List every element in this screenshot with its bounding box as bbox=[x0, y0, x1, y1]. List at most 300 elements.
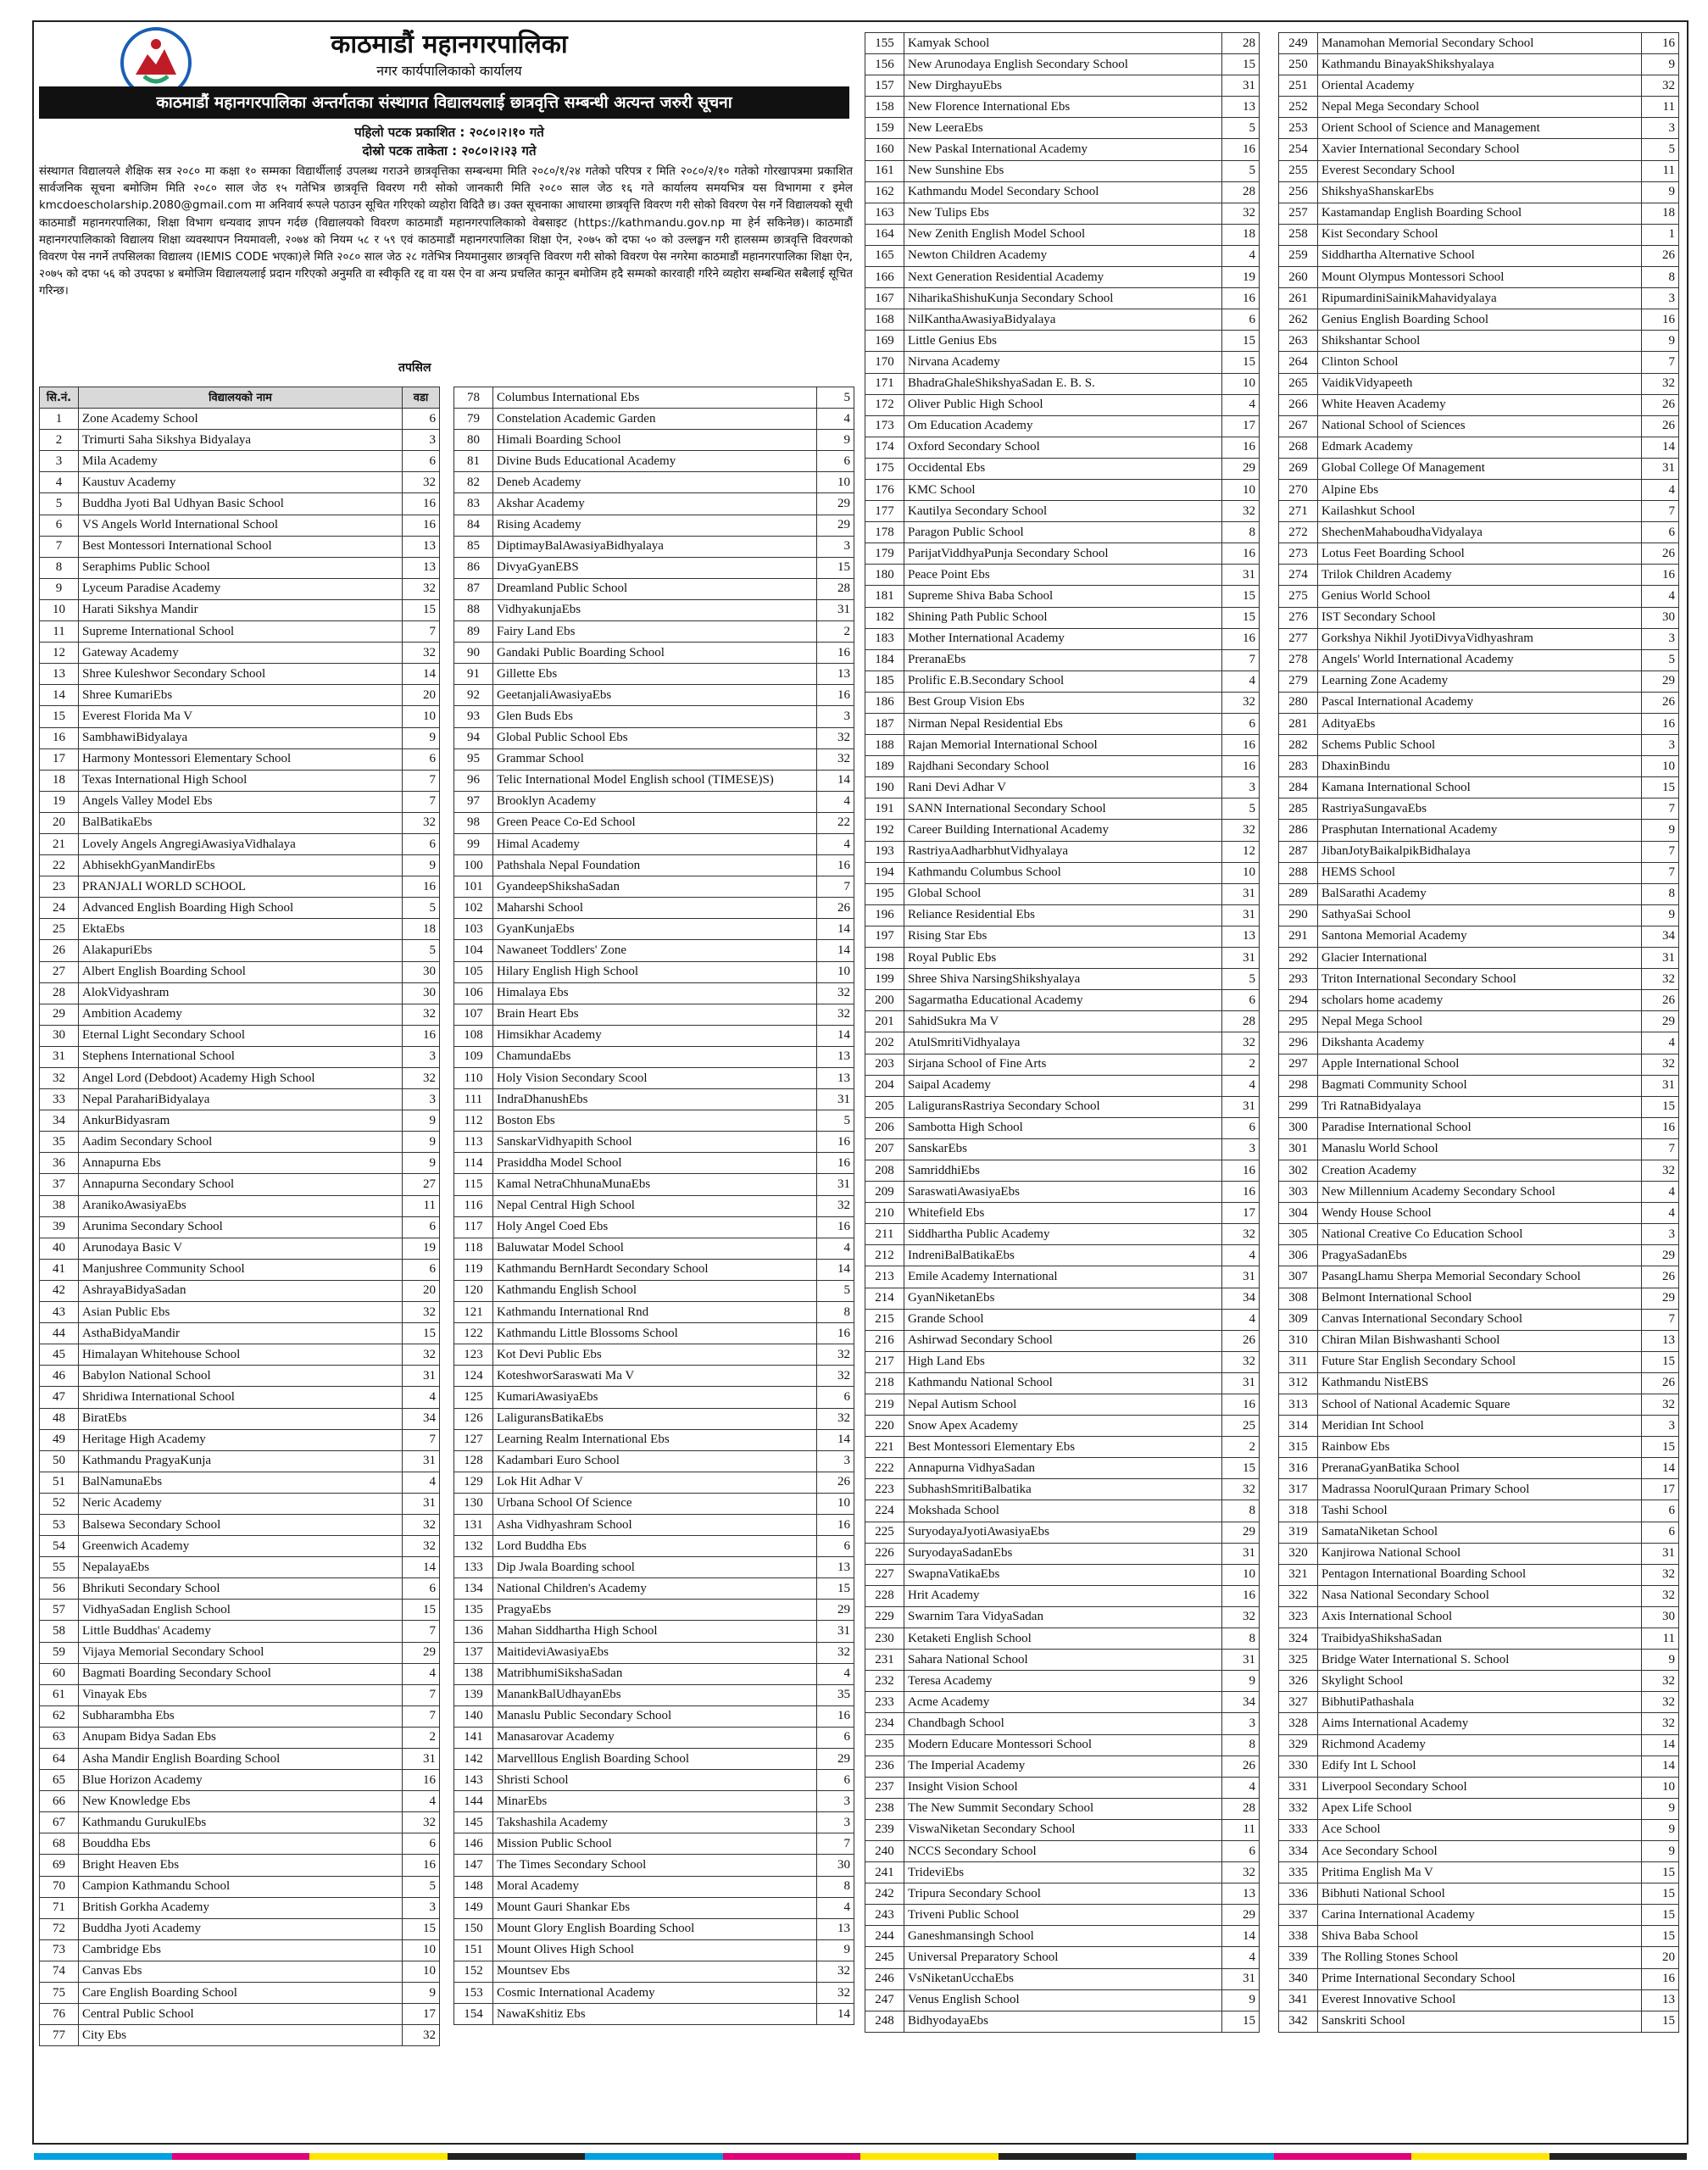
row-sn: 226 bbox=[865, 1543, 904, 1564]
row-ward: 3 bbox=[1222, 777, 1260, 798]
row-ward: 31 bbox=[403, 1366, 440, 1387]
row-school-name: SanskarEbs bbox=[904, 1138, 1222, 1160]
row-ward: 2 bbox=[1222, 1437, 1260, 1458]
row-school-name: Vijaya Memorial Secondary School bbox=[79, 1642, 403, 1663]
row-school-name: AsthaBidyaMandir bbox=[79, 1323, 403, 1344]
row-ward: 10 bbox=[403, 1939, 440, 1961]
row-ward: 4 bbox=[817, 833, 854, 854]
table-row bbox=[454, 1387, 854, 1408]
row-sn: 127 bbox=[454, 1429, 493, 1450]
row-sn: 293 bbox=[1279, 969, 1318, 990]
row-school-name: Grammar School bbox=[493, 748, 817, 770]
row-sn: 41 bbox=[40, 1259, 79, 1280]
row-sn: 288 bbox=[1279, 862, 1318, 883]
row-school-name: AtulSmritiVidhyalaya bbox=[904, 1032, 1222, 1054]
row-school-name: MatribhumiSikshaSadan bbox=[493, 1663, 817, 1684]
row-school-name: Asian Public Ebs bbox=[79, 1302, 403, 1323]
row-ward: 29 bbox=[817, 1749, 854, 1770]
row-ward: 28 bbox=[817, 578, 854, 599]
row-sn: 156 bbox=[865, 54, 904, 75]
row-ward: 13 bbox=[1222, 926, 1260, 947]
row-school-name: Grande School bbox=[904, 1309, 1222, 1330]
table-row bbox=[1279, 458, 1679, 479]
table-row bbox=[40, 1897, 440, 1918]
table-row bbox=[40, 1833, 440, 1855]
row-ward: 26 bbox=[1642, 543, 1679, 565]
row-ward: 8 bbox=[1642, 883, 1679, 904]
table-row bbox=[454, 557, 854, 578]
row-school-name: Deneb Academy bbox=[493, 472, 817, 493]
row-ward: 16 bbox=[1642, 714, 1679, 735]
row-school-name: NilKanthaAwasiyaBidyalaya bbox=[904, 309, 1222, 331]
table-row bbox=[1279, 415, 1679, 437]
row-sn: 283 bbox=[1279, 756, 1318, 777]
row-school-name: Cosmic International Academy bbox=[493, 1983, 817, 2004]
row-sn: 315 bbox=[1279, 1437, 1318, 1458]
table-row bbox=[454, 1195, 854, 1216]
row-sn: 324 bbox=[1279, 1628, 1318, 1650]
table-row bbox=[1279, 479, 1679, 500]
row-school-name: BibhutiPathashala bbox=[1318, 1692, 1642, 1713]
row-ward: 28 bbox=[1222, 181, 1260, 203]
row-sn: 174 bbox=[865, 437, 904, 458]
row-school-name: Next Generation Residential Academy bbox=[904, 267, 1222, 288]
row-sn: 310 bbox=[1279, 1330, 1318, 1351]
row-school-name: ParijatViddhyaPunja Secondary School bbox=[904, 543, 1222, 565]
table-row bbox=[40, 1366, 440, 1387]
row-school-name: Universal Preparatory School bbox=[904, 1947, 1222, 1968]
table-row bbox=[1279, 862, 1679, 883]
row-ward: 8 bbox=[1222, 1734, 1260, 1755]
row-school-name: PRANJALI WORLD SCHOOL bbox=[79, 876, 403, 898]
row-sn: 39 bbox=[40, 1216, 79, 1238]
table-row bbox=[40, 685, 440, 706]
table-row bbox=[454, 493, 854, 515]
row-school-name: National School of Sciences bbox=[1318, 415, 1642, 437]
row-sn: 322 bbox=[1279, 1585, 1318, 1606]
row-school-name: SathyaSai School bbox=[1318, 904, 1642, 926]
row-sn: 225 bbox=[865, 1522, 904, 1543]
row-sn: 139 bbox=[454, 1684, 493, 1705]
table-row bbox=[454, 1004, 854, 1025]
row-sn: 286 bbox=[1279, 820, 1318, 841]
row-school-name: Kathmandu English School bbox=[493, 1280, 817, 1301]
table-row bbox=[454, 1280, 854, 1301]
table-row bbox=[1279, 565, 1679, 586]
row-school-name: NiharikaShishuKunja Secondary School bbox=[904, 288, 1222, 309]
row-school-name: Angels Valley Model Ebs bbox=[79, 791, 403, 812]
table-row bbox=[865, 1840, 1260, 1861]
row-sn: 309 bbox=[1279, 1309, 1318, 1330]
table-row bbox=[1279, 1182, 1679, 1203]
row-school-name: Sanskriti School bbox=[1318, 2011, 1642, 2032]
row-sn: 340 bbox=[1279, 1968, 1318, 1989]
row-sn: 258 bbox=[1279, 224, 1318, 245]
row-school-name: City Ebs bbox=[79, 2025, 403, 2046]
table-row bbox=[865, 1692, 1260, 1713]
row-ward: 4 bbox=[1222, 1075, 1260, 1096]
row-ward: 8 bbox=[1222, 522, 1260, 543]
table-row bbox=[40, 1812, 440, 1833]
row-ward: 4 bbox=[1222, 1309, 1260, 1330]
row-school-name: Best Group Vision Ebs bbox=[904, 692, 1222, 713]
row-school-name: Care English Boarding School bbox=[79, 1983, 403, 2004]
row-ward: 16 bbox=[1222, 1160, 1260, 1181]
row-sn: 334 bbox=[1279, 1840, 1318, 1861]
row-sn: 16 bbox=[40, 727, 79, 748]
row-school-name: Lok Hit Adhar V bbox=[493, 1472, 817, 1493]
row-ward: 9 bbox=[1642, 1798, 1679, 1819]
table-row bbox=[865, 904, 1260, 926]
table-row bbox=[865, 1606, 1260, 1628]
row-sn: 313 bbox=[1279, 1394, 1318, 1416]
office-name: नगर कार्यपालिकाको कार्यालय bbox=[376, 63, 522, 79]
row-sn: 107 bbox=[454, 1004, 493, 1025]
row-ward: 15 bbox=[1642, 1883, 1679, 1905]
row-ward: 9 bbox=[1642, 1840, 1679, 1861]
row-school-name: BiratEbs bbox=[79, 1408, 403, 1429]
row-sn: 204 bbox=[865, 1075, 904, 1096]
row-sn: 278 bbox=[1279, 649, 1318, 670]
table-row bbox=[1279, 1372, 1679, 1394]
row-sn: 236 bbox=[865, 1755, 904, 1777]
row-ward: 6 bbox=[403, 1578, 440, 1600]
row-sn: 113 bbox=[454, 1132, 493, 1153]
table-row bbox=[865, 1798, 1260, 1819]
table-row bbox=[40, 1705, 440, 1727]
row-sn: 21 bbox=[40, 833, 79, 854]
row-sn: 266 bbox=[1279, 394, 1318, 415]
row-ward: 35 bbox=[817, 1684, 854, 1705]
row-ward: 4 bbox=[1222, 394, 1260, 415]
table-row bbox=[1279, 1351, 1679, 1372]
row-sn: 163 bbox=[865, 203, 904, 224]
row-sn: 336 bbox=[1279, 1883, 1318, 1905]
row-ward: 16 bbox=[1642, 1968, 1679, 1989]
row-school-name: SubhashSmritiBalbatika bbox=[904, 1479, 1222, 1500]
table-row bbox=[454, 1472, 854, 1493]
row-sn: 169 bbox=[865, 331, 904, 352]
row-ward: 12 bbox=[1222, 841, 1260, 862]
table-row bbox=[865, 1777, 1260, 1798]
table-row bbox=[865, 883, 1260, 904]
table-row bbox=[1279, 1394, 1679, 1416]
row-sn: 23 bbox=[40, 876, 79, 898]
row-sn: 130 bbox=[454, 1493, 493, 1514]
row-sn: 330 bbox=[1279, 1755, 1318, 1777]
table-row bbox=[454, 1536, 854, 1557]
row-sn: 117 bbox=[454, 1216, 493, 1238]
row-sn: 243 bbox=[865, 1905, 904, 1926]
row-ward: 16 bbox=[403, 1770, 440, 1791]
row-school-name: Xavier International Secondary School bbox=[1318, 139, 1642, 160]
row-sn: 131 bbox=[454, 1514, 493, 1535]
row-ward: 9 bbox=[403, 1153, 440, 1174]
row-ward: 13 bbox=[817, 1068, 854, 1089]
table-row bbox=[865, 1096, 1260, 1117]
row-ward: 32 bbox=[403, 1514, 440, 1535]
row-ward: 32 bbox=[817, 748, 854, 770]
table-row bbox=[40, 2025, 440, 2046]
row-sn: 140 bbox=[454, 1705, 493, 1727]
row-ward: 26 bbox=[1642, 245, 1679, 266]
row-school-name: Kaustuv Academy bbox=[79, 472, 403, 493]
row-ward: 32 bbox=[817, 1195, 854, 1216]
row-school-name: Urbana School Of Science bbox=[493, 1493, 817, 1514]
row-sn: 111 bbox=[454, 1089, 493, 1110]
row-ward: 30 bbox=[1642, 607, 1679, 628]
row-sn: 192 bbox=[865, 820, 904, 841]
row-school-name: The Imperial Academy bbox=[904, 1755, 1222, 1777]
table-row bbox=[40, 1642, 440, 1663]
table-row bbox=[454, 599, 854, 620]
row-school-name: Shree Kuleshwor Secondary School bbox=[79, 664, 403, 685]
row-school-name: Belmont International School bbox=[1318, 1288, 1642, 1309]
row-school-name: Glacier International bbox=[1318, 948, 1642, 969]
row-ward: 5 bbox=[817, 1110, 854, 1132]
table-row bbox=[1279, 735, 1679, 756]
row-sn: 40 bbox=[40, 1238, 79, 1259]
row-school-name: Triveni Public School bbox=[904, 1905, 1222, 1926]
table-row bbox=[454, 451, 854, 472]
row-sn: 142 bbox=[454, 1749, 493, 1770]
table-row bbox=[865, 1755, 1260, 1777]
table-row bbox=[1279, 1437, 1679, 1458]
table-row bbox=[454, 1557, 854, 1578]
row-school-name: New DirghayuEbs bbox=[904, 75, 1222, 97]
table-row bbox=[865, 756, 1260, 777]
row-sn: 152 bbox=[454, 1961, 493, 1982]
row-ward: 15 bbox=[1642, 1926, 1679, 1947]
row-ward: 4 bbox=[403, 1791, 440, 1812]
row-sn: 69 bbox=[40, 1855, 79, 1876]
table-row bbox=[454, 1238, 854, 1259]
row-school-name: Peace Point Ebs bbox=[904, 565, 1222, 586]
table-row bbox=[865, 1054, 1260, 1075]
row-school-name: Alpine Ebs bbox=[1318, 479, 1642, 500]
row-ward: 16 bbox=[1222, 628, 1260, 649]
table-row bbox=[865, 777, 1260, 798]
row-ward: 6 bbox=[403, 1833, 440, 1855]
row-sn: 331 bbox=[1279, 1777, 1318, 1798]
row-sn: 257 bbox=[1279, 203, 1318, 224]
row-ward: 32 bbox=[1642, 1160, 1679, 1181]
row-ward: 9 bbox=[403, 1110, 440, 1132]
row-ward: 9 bbox=[817, 1939, 854, 1961]
table-row bbox=[40, 451, 440, 472]
row-sn: 32 bbox=[40, 1068, 79, 1089]
row-ward: 31 bbox=[1642, 458, 1679, 479]
table-row bbox=[865, 1734, 1260, 1755]
row-school-name: Nirvana Academy bbox=[904, 352, 1222, 373]
row-school-name: Nirman Nepal Residential Ebs bbox=[904, 714, 1222, 735]
row-sn: 185 bbox=[865, 670, 904, 692]
table-header-row bbox=[40, 387, 440, 409]
row-ward: 10 bbox=[1642, 756, 1679, 777]
row-ward: 15 bbox=[1642, 1351, 1679, 1372]
table-row bbox=[40, 1025, 440, 1046]
row-ward: 5 bbox=[1642, 649, 1679, 670]
row-school-name: Bhrikuti Secondary School bbox=[79, 1578, 403, 1600]
table-row bbox=[1279, 373, 1679, 394]
row-ward: 4 bbox=[1222, 670, 1260, 692]
row-school-name: Trimurti Saha Sikshya Bidyalaya bbox=[79, 430, 403, 451]
row-ward: 13 bbox=[1222, 1883, 1260, 1905]
row-school-name: New Florence International Ebs bbox=[904, 97, 1222, 118]
row-ward: 17 bbox=[403, 2004, 440, 2025]
row-school-name: Nepal Mega Secondary School bbox=[1318, 97, 1642, 118]
row-sn: 71 bbox=[40, 1897, 79, 1918]
row-sn: 332 bbox=[1279, 1798, 1318, 1819]
row-school-name: Aims International Academy bbox=[1318, 1713, 1642, 1734]
table-row bbox=[40, 1749, 440, 1770]
row-sn: 223 bbox=[865, 1479, 904, 1500]
row-sn: 83 bbox=[454, 493, 493, 515]
table-row bbox=[40, 536, 440, 557]
table-row bbox=[1279, 33, 1679, 54]
row-sn: 137 bbox=[454, 1642, 493, 1663]
row-ward: 6 bbox=[403, 451, 440, 472]
table-row bbox=[1279, 1734, 1679, 1755]
school-table-2 bbox=[453, 387, 854, 2025]
table-row bbox=[865, 1330, 1260, 1351]
table-row bbox=[865, 1500, 1260, 1522]
row-ward: 32 bbox=[403, 1812, 440, 1833]
row-ward: 10 bbox=[817, 961, 854, 982]
row-ward: 13 bbox=[403, 536, 440, 557]
row-sn: 88 bbox=[454, 599, 493, 620]
row-sn: 228 bbox=[865, 1585, 904, 1606]
row-sn: 308 bbox=[1279, 1288, 1318, 1309]
row-ward: 28 bbox=[1222, 1011, 1260, 1032]
table-row bbox=[1279, 692, 1679, 713]
row-ward: 31 bbox=[817, 599, 854, 620]
table-row bbox=[1279, 1840, 1679, 1861]
row-ward: 31 bbox=[403, 1450, 440, 1472]
row-sn: 263 bbox=[1279, 331, 1318, 352]
row-ward: 18 bbox=[1222, 224, 1260, 245]
table-row bbox=[1279, 501, 1679, 522]
row-school-name: BalNamunaEbs bbox=[79, 1472, 403, 1493]
table-row bbox=[1279, 181, 1679, 203]
row-ward: 16 bbox=[1222, 735, 1260, 756]
table-row bbox=[454, 940, 854, 961]
row-school-name: Career Building International Academy bbox=[904, 820, 1222, 841]
second-reminder-date: दोस्रो पटक ताकेता : २०८०।२।२३ गते bbox=[362, 143, 537, 159]
table-row bbox=[865, 543, 1260, 565]
row-ward: 4 bbox=[1222, 1947, 1260, 1968]
table-row bbox=[40, 1302, 440, 1323]
table-row bbox=[40, 1493, 440, 1514]
row-sn: 272 bbox=[1279, 522, 1318, 543]
row-sn: 154 bbox=[454, 2004, 493, 2025]
table-row bbox=[454, 1089, 854, 1110]
row-school-name: Mount Olympus Montessori School bbox=[1318, 267, 1642, 288]
row-sn: 158 bbox=[865, 97, 904, 118]
row-sn: 44 bbox=[40, 1323, 79, 1344]
row-ward: 4 bbox=[1222, 1245, 1260, 1266]
row-sn: 151 bbox=[454, 1939, 493, 1961]
row-sn: 96 bbox=[454, 770, 493, 791]
row-ward: 9 bbox=[1642, 904, 1679, 926]
row-ward: 7 bbox=[403, 621, 440, 643]
row-ward: 6 bbox=[817, 1770, 854, 1791]
row-school-name: Kathmandu NistEBS bbox=[1318, 1372, 1642, 1394]
row-ward: 11 bbox=[1642, 97, 1679, 118]
row-school-name: Prime International Secondary School bbox=[1318, 1968, 1642, 1989]
row-school-name: Mila Academy bbox=[79, 451, 403, 472]
row-ward: 6 bbox=[1642, 1500, 1679, 1522]
row-ward: 4 bbox=[1222, 1777, 1260, 1798]
table-row bbox=[1279, 777, 1679, 798]
row-school-name: Asha Mandir English Boarding School bbox=[79, 1749, 403, 1770]
notice-title-banner: काठमाडौं महानगरपालिका अन्तर्गतका संस्थागत विद्यालयलाई छात्रवृत्ति सम्बन्धी अत्यन्त जरुरी सूचना bbox=[39, 86, 849, 119]
row-ward: 3 bbox=[817, 1791, 854, 1812]
row-ward: 15 bbox=[1642, 1862, 1679, 1883]
row-sn: 157 bbox=[865, 75, 904, 97]
row-ward: 3 bbox=[403, 430, 440, 451]
row-ward: 8 bbox=[817, 1876, 854, 1897]
row-school-name: GyanNiketanEbs bbox=[904, 1288, 1222, 1309]
row-school-name: New LeeraEbs bbox=[904, 118, 1222, 139]
table-row bbox=[865, 139, 1260, 160]
table-row bbox=[454, 876, 854, 898]
row-sn: 85 bbox=[454, 536, 493, 557]
header-sn: सि.नं. bbox=[40, 387, 79, 409]
row-sn: 82 bbox=[454, 472, 493, 493]
row-sn: 120 bbox=[454, 1280, 493, 1301]
row-ward: 4 bbox=[817, 791, 854, 812]
row-school-name: Balsewa Secondary School bbox=[79, 1514, 403, 1535]
row-ward: 9 bbox=[1222, 1989, 1260, 2011]
table-row bbox=[40, 727, 440, 748]
row-school-name: Ashirwad Secondary School bbox=[904, 1330, 1222, 1351]
table-row bbox=[40, 1791, 440, 1812]
row-school-name: SanskarVidhyapith School bbox=[493, 1132, 817, 1153]
table-row bbox=[40, 1004, 440, 1025]
row-school-name: The Rolling Stones School bbox=[1318, 1947, 1642, 1968]
row-sn: 290 bbox=[1279, 904, 1318, 926]
row-sn: 78 bbox=[454, 387, 493, 409]
row-school-name: PasangLhamu Sherpa Memorial Secondary School bbox=[1318, 1266, 1642, 1288]
row-sn: 259 bbox=[1279, 245, 1318, 266]
table-row bbox=[454, 727, 854, 748]
row-school-name: Manaslu World School bbox=[1318, 1138, 1642, 1160]
row-ward: 14 bbox=[403, 1557, 440, 1578]
table-row bbox=[865, 522, 1260, 543]
row-school-name: Asha Vidhyashram School bbox=[493, 1514, 817, 1535]
table-row bbox=[865, 1522, 1260, 1543]
row-school-name: Takshashila Academy bbox=[493, 1812, 817, 1833]
row-sn: 245 bbox=[865, 1947, 904, 1968]
row-ward: 16 bbox=[1642, 33, 1679, 54]
row-ward: 16 bbox=[403, 1025, 440, 1046]
table-row bbox=[865, 735, 1260, 756]
row-sn: 141 bbox=[454, 1727, 493, 1748]
row-ward: 31 bbox=[1222, 948, 1260, 969]
table-row bbox=[865, 245, 1260, 266]
row-ward: 8 bbox=[1222, 1500, 1260, 1522]
row-sn: 114 bbox=[454, 1153, 493, 1174]
row-school-name: Kathmandu Model Secondary School bbox=[904, 181, 1222, 203]
table-row bbox=[865, 969, 1260, 990]
row-ward: 13 bbox=[817, 664, 854, 685]
table-row bbox=[454, 1366, 854, 1387]
row-school-name: Lyceum Paradise Academy bbox=[79, 578, 403, 599]
table-row bbox=[40, 1429, 440, 1450]
row-sn: 134 bbox=[454, 1578, 493, 1600]
row-ward: 15 bbox=[403, 1918, 440, 1939]
